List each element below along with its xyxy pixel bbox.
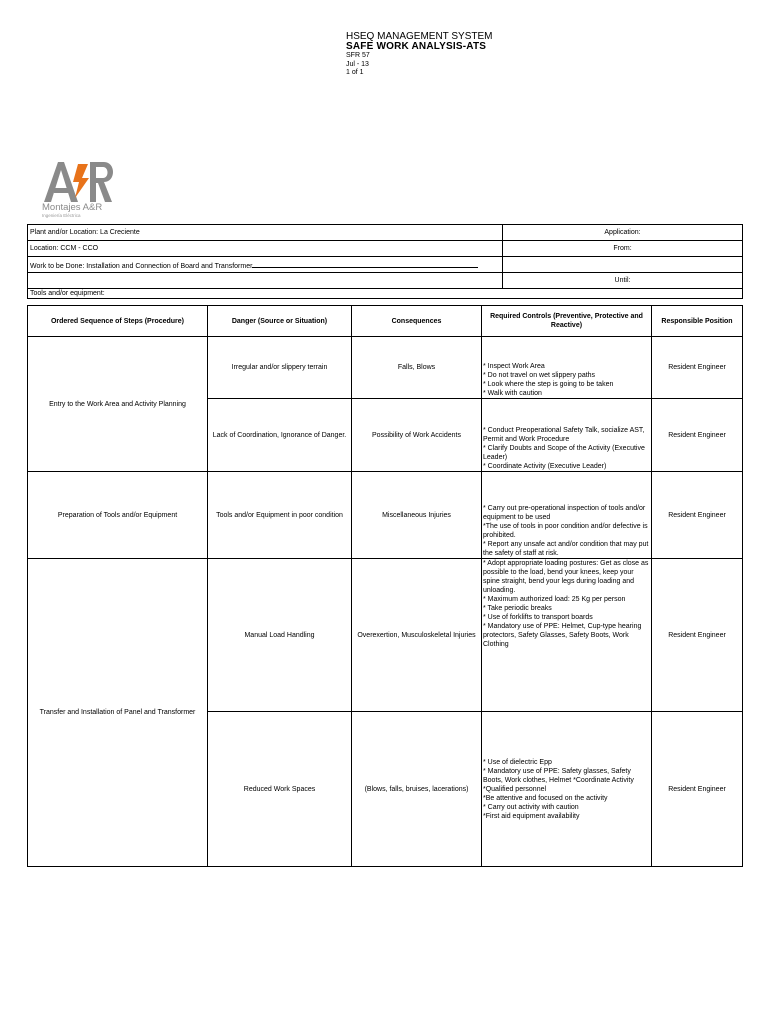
controls-cell	[482, 712, 652, 867]
until-field: Until:	[503, 273, 743, 289]
header-controls: Required Controls (Preventive, Protective and Reactive)	[482, 306, 652, 337]
company-logo	[42, 158, 122, 220]
info-row-until	[28, 273, 743, 289]
document-date: Jul - 13	[346, 60, 369, 68]
responsible-cell: Resident Engineer	[652, 472, 743, 559]
header-consequences: Consequences	[352, 306, 482, 337]
table-header-row	[28, 306, 743, 337]
consequence-cell: Possibility of Work Accidents	[352, 399, 482, 472]
controls-cell	[482, 399, 652, 472]
controls-text: * Carry out pre-operational inspection of tools and/or equipment to be used *The use of tools in poor condition and/or defective is prohibited. * Report any unsafe act and/or condition that may put the safety of staff at risk.	[483, 505, 649, 557]
controls-cell	[482, 337, 652, 399]
application-field: Application:	[503, 225, 743, 241]
tools-equipment: Tools and/or equipment:	[28, 289, 743, 299]
responsible-cell: Resident Engineer	[652, 559, 743, 712]
controls-cell	[482, 559, 652, 712]
info-row-tools	[28, 289, 743, 299]
info-row-plant	[28, 225, 743, 241]
document-header	[346, 32, 493, 78]
header-responsible: Responsible Position	[652, 306, 743, 337]
step-cell: Preparation of Tools and/or Equipment	[28, 472, 208, 559]
consequence-cell: (Blows, falls, bruises, lacerations)	[352, 712, 482, 867]
logo-brand-text: Montajes A&R	[42, 202, 103, 213]
step-cell: Transfer and Installation of Panel and Transformer	[28, 559, 208, 867]
consequence-cell: Miscellaneous Injuries	[352, 472, 482, 559]
step-cell: Entry to the Work Area and Activity Planning	[28, 337, 208, 472]
danger-cell: Irregular and/or slippery terrain	[208, 337, 352, 399]
danger-cell: Lack of Coordination, Ignorance of Danger.	[208, 399, 352, 472]
plant-location: Plant and/or Location: La Creciente	[28, 225, 503, 241]
logo-tagline: Ingeniería Eléctrica	[42, 213, 81, 218]
controls-text: * Use of dielectric Epp * Mandatory use of PPE: Safety glasses, Safety Boots, Work clothes, Helmet *Coordinate Activity *Qualified personnel *Be attentive and focused on the activity * Carry out activity with caution *First aid equipment availability	[483, 758, 634, 820]
table-row	[28, 337, 743, 399]
consequence-cell: Falls, Blows	[352, 337, 482, 399]
responsible-cell: Resident Engineer	[652, 399, 743, 472]
controls-cell	[482, 472, 652, 559]
document-title: SAFE WORK ANALYSIS-ATS	[346, 41, 487, 52]
location: Location: CCM - CCO	[28, 241, 503, 257]
table-row	[28, 559, 743, 712]
controls-text: * Conduct Preoperational Safety Talk, socialize AST, Permit and Work Procedure * Clarify Doubts and Scope of the Activity (Executive Leader) * Coordinate Activity (Executive Leader)	[483, 427, 645, 470]
danger-cell: Reduced Work Spaces	[208, 712, 352, 867]
blank-left-cell	[28, 273, 503, 289]
table-row	[28, 472, 743, 559]
consequence-cell: Overexertion, Musculoskeletal Injuries	[352, 559, 482, 712]
responsible-cell: Resident Engineer	[652, 337, 743, 399]
header-danger: Danger (Source or Situation)	[208, 306, 352, 337]
controls-text: * Inspect Work Area * Do not travel on wet slippery paths * Look where the step is going to be taken * Walk with caution	[483, 363, 614, 397]
system-name: HSEQ MANAGEMENT SYSTEM	[346, 31, 493, 42]
work-info-table	[27, 224, 743, 299]
danger-cell: Manual Load Handling	[208, 559, 352, 712]
work-underline	[252, 260, 478, 268]
work-to-be-done-text: Work to be Done: Installation and Connection of Board and Transformer	[30, 262, 253, 270]
safe-work-analysis-table	[27, 305, 743, 867]
header-steps: Ordered Sequence of Steps (Procedure)	[28, 306, 208, 337]
work-to-be-done	[28, 257, 503, 273]
info-row-work	[28, 257, 743, 273]
from-field: From:	[503, 241, 743, 257]
logo-mark-icon	[42, 158, 122, 204]
blank-right-cell	[503, 257, 743, 273]
danger-cell: Tools and/or Equipment in poor condition	[208, 472, 352, 559]
responsible-cell: Resident Engineer	[652, 712, 743, 867]
document-code: SFR 57	[346, 52, 370, 59]
controls-text: * Adopt appropriate loading postures: Get as close as possible to the load, bend your knees, keep your spine straight, bend your legs during loading and unloading. * Maximum authorized load: 25 Kg per person * Take periodic breaks * Use of forklifts to transport boards * Mandatory use of PPE: Helmet, Cup-type hearing protectors, Safety Glasses, Safety Boots, Work Clothing	[483, 560, 649, 648]
info-row-location	[28, 241, 743, 257]
page-number: 1 of 1	[346, 69, 364, 76]
